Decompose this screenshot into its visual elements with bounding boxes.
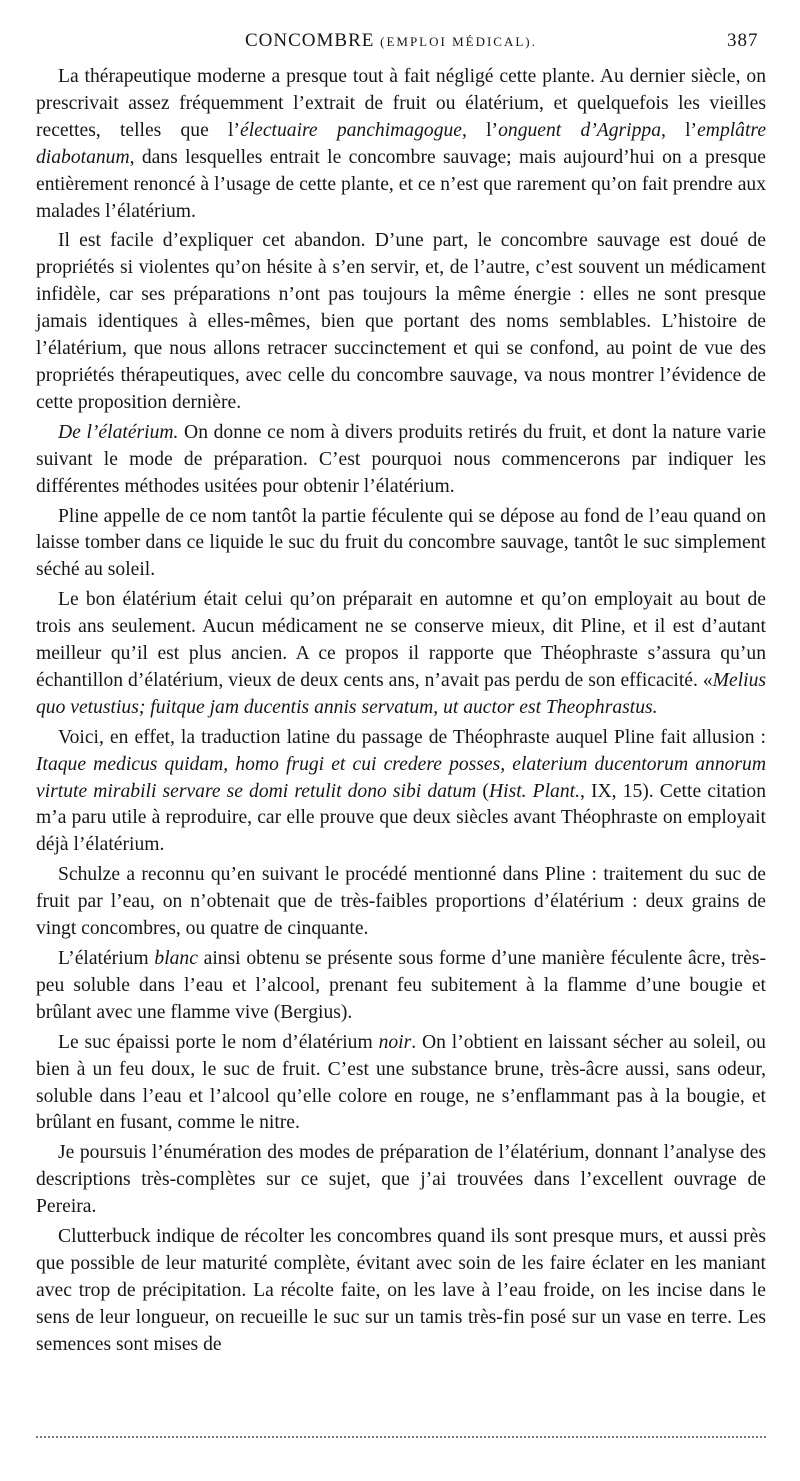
paragraph [36,862,766,943]
text-run: , dans lesquelles entrait le concombre sauvage; mais aujourd’hui on a presque entièrement renoncé à l’usage de cette plante, et ce n’est que rarement qu’on fait prendre aux malades l’élatérium. [36,146,766,222]
text-run: , IX, 15). Cette citation m’a paru utile à reproduire, car elle prouve que deux siècles avant Théophraste on employait déjà l’élatérium. [36,780,767,856]
italic-text: Melius quo vetustius; fuitque jam ducentis annis servatum, ut auctor est Theophrastus. [36,669,766,718]
text-run: Le suc épaissi porte le nom d’élatérium [58,1031,379,1053]
text-run: La thérapeutique moderne a presque tout à fait négligé cette plante. Au dernier siècle, on prescrivait assez fréquemment l’extrait de fruit ou élatérium, et quelquefois les vieilles recettes, telles que l’ [36,66,766,141]
italic-text: onguent d’Agrippa [498,119,661,141]
text-run: . On l’obtient en laissant sécher au soleil, ou bien à un feu doux, le suc de fruit. C’est une substance brune, très-âcre aussi, sans odeur, soluble dans l’eau et l’alcool qu’elle colore en rouge, ne s’enflammant pas à la bougie, et brûlant en fusant, comme le nitre. [36,1031,766,1134]
italic-text: blanc [154,948,198,969]
text-run: , l’ [661,119,698,141]
text-run: ( [476,780,489,802]
paragraph [36,587,766,722]
text-run: , l’ [462,119,499,141]
running-title-main: CONCOMBRE [245,30,375,51]
text-run: Schulze a reconnu qu’en suivant le procédé mentionné dans Pline : traitement du suc de fruit par l’eau, on n’obtenait que de très-faibles proportions d’élatérium : deux grains de vingt concombres, ou quatre de cinquante. [36,864,766,940]
text-run: Voici, en effet, la traduction latine du passage de Théophraste auquel Pline fait allusion : [58,726,766,748]
paragraph [36,228,766,416]
text-run: Je poursuis l’énumération des modes de préparation de l’élatérium, donnant l’analyse des descriptions très-complètes sur ce sujet, que j’ai trouvées dans l’excellent ouvrage de Pereira. [36,1142,766,1218]
text-run: Pline appelle de ce nom tantôt la partie féculente qui se dépose au fond de l’eau quand on laisse tomber dans ce liquide le suc du fruit du concombre sauvage, tantôt le suc simplement séché au soleil. [36,505,766,581]
paragraph [36,1224,766,1359]
running-header [0,30,800,56]
paragraph [36,420,766,501]
text-run: L’élatérium [58,948,155,969]
paragraph [36,1140,766,1221]
italic-text: Itaque medicus quidam, homo frugi et cui credere posses, elaterium ducentorum annorum virtute mirabili servare se domi retulit dono sibi datum [36,753,766,802]
italic-text: Hist. Plant. [488,780,580,802]
italic-text: emplâtre diabotanum [36,119,767,168]
text-run: Le bon élatérium était celui qu’on préparait en automne et qu’on employait au bout de trois ans seulement. Aucun médicament ne se conserve mieux, dit Pline, et il est d’autant meilleur qu’il est plus ancien. A ce propos il rapporte que Théophraste s’assura qu’un échantillon d’élatérium, vieux de deux cents ans, n’avait pas perdu de son efficacité. « [36,589,766,691]
italic-text: noir [378,1031,412,1053]
text-run: Il est facile d’expliquer cet abandon. D’une part, le concombre sauvage est doué de propriétés si violentes qu’on hésite à s’en servir, et, de l’autre, c’est souvent un médicament infidèle, car ses préparations n’ont pas toujours la même énergie : elles ne sont presque jamais identiques à elles-mêmes, bien que portant des noms semblables. L’histoire de l’élatérium, que nous allons retracer succinctement et qui se confond, au point de vue des propriétés thérapeutiques, avec celle du concombre sauvage, va nous montrer l’évidence de cette proposition dernière. [36,230,766,413]
text-run: ainsi obtenu se présente sous forme d’une manière féculente âcre, très-peu soluble dans l’eau et l’alcool, prenant feu subitement à la flamme d’une bougie et brûlant avec une flamme vive (Bergius). [36,948,767,1023]
page-number: 387 [727,30,759,51]
italic-text: De l’élatérium. [58,421,179,443]
paragraph [36,64,766,225]
running-title-subtitle: (EMPLOI MÉDICAL). [380,34,537,49]
paragraph [36,946,766,1027]
paragraph [36,1030,766,1138]
footer-dotted-rule [36,1436,766,1438]
page-body [36,64,766,1359]
paragraph [36,725,766,860]
paragraph [36,504,766,585]
running-title [245,30,537,52]
text-run: On donne ce nom à divers produits retirés du fruit, et dont la nature varie suivant le mode de préparation. C’est pourquoi nous commencerons par indiquer les différentes méthodes usitées pour obtenir l’élatérium. [36,421,766,497]
italic-text: électuaire panchimagogue [240,119,462,141]
text-run: Clutterbuck indique de récolter les concombres quand ils sont presque murs, et aussi près que possible de leur maturité complète, évitant avec soin de les faire éclater en les maniant avec trop de précipitation. La récolte faite, on les lave à l’eau froide, on les incise dans le sens de leur longueur, on recueille le suc sur un tamis très-fin posé sur un vase en terre. Les semences sont mises de [36,1226,766,1355]
